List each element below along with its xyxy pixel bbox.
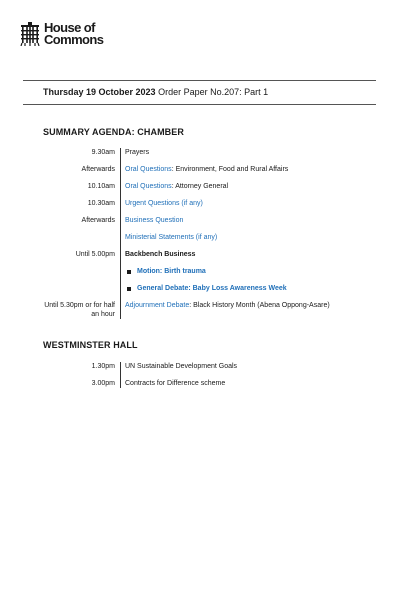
agenda-item bbox=[120, 208, 363, 225]
agenda-item-text bbox=[137, 267, 206, 276]
agenda-row bbox=[43, 157, 363, 174]
agenda-item bbox=[120, 276, 363, 293]
agenda-item-text bbox=[125, 200, 203, 207]
agenda-time: 3.00pm bbox=[91, 380, 115, 387]
agenda-text: : Black History Month (Abena Oppong-Asare) bbox=[189, 302, 330, 309]
agenda-link[interactable]: General Debate: Baby Loss Awareness Week bbox=[137, 285, 287, 292]
order-paper-label: Order Paper No.207: Part 1 bbox=[158, 87, 269, 97]
agenda-item bbox=[120, 191, 363, 208]
agenda-item-text bbox=[125, 166, 288, 173]
agenda-item bbox=[120, 293, 363, 319]
agenda-row bbox=[43, 362, 363, 371]
logo-line-1: House of bbox=[44, 20, 95, 35]
agenda-time: 10.10am bbox=[87, 183, 115, 190]
agenda-link[interactable]: Ministerial Statements (if any) bbox=[125, 234, 218, 241]
chamber-heading: SUMMARY AGENDA: CHAMBER bbox=[43, 127, 184, 137]
agenda-row bbox=[43, 293, 363, 319]
agenda-item-text bbox=[125, 183, 228, 190]
agenda-link[interactable]: Adjournment Debate bbox=[125, 302, 190, 309]
agenda-link[interactable]: Oral Questions bbox=[125, 183, 172, 190]
logo-wordmark bbox=[44, 22, 103, 46]
agenda-link[interactable]: Urgent Questions (if any) bbox=[125, 200, 203, 207]
agenda-row bbox=[43, 225, 363, 242]
agenda-time: Until 5.30pm or for half an hour bbox=[44, 302, 115, 318]
agenda-item-text bbox=[125, 217, 183, 224]
chamber-agenda bbox=[43, 148, 363, 319]
agenda-link[interactable]: Business Question bbox=[125, 217, 184, 224]
agenda-item bbox=[120, 242, 363, 259]
agenda-time: 1.30pm bbox=[91, 363, 115, 370]
agenda-item-text bbox=[125, 234, 217, 241]
agenda-item-text bbox=[137, 284, 287, 293]
agenda-time: 10.30am bbox=[87, 200, 115, 207]
agenda-item bbox=[120, 174, 363, 191]
logo-line-2: Commons bbox=[44, 32, 104, 47]
agenda-row bbox=[43, 242, 363, 259]
agenda-row bbox=[43, 208, 363, 225]
order-paper-date: Thursday 19 October 2023 bbox=[43, 87, 156, 97]
agenda-row bbox=[43, 148, 363, 157]
agenda-time: 9.30am bbox=[91, 149, 115, 156]
agenda-row bbox=[43, 276, 363, 293]
agenda-item bbox=[120, 225, 363, 242]
portcullis-icon bbox=[20, 22, 40, 46]
agenda-row bbox=[43, 174, 363, 191]
agenda-row bbox=[43, 259, 363, 276]
agenda-time: Afterwards bbox=[81, 217, 115, 224]
agenda-row bbox=[43, 191, 363, 208]
agenda-time bbox=[43, 225, 120, 242]
agenda-text: Prayers bbox=[125, 149, 150, 156]
agenda-time: Afterwards bbox=[81, 166, 115, 173]
agenda-item bbox=[120, 148, 363, 157]
bullet-icon bbox=[127, 270, 131, 274]
bottom-divider bbox=[23, 104, 376, 105]
bullet-icon bbox=[127, 287, 131, 291]
agenda-text: UN Sustainable Development Goals bbox=[125, 363, 238, 370]
order-paper-title bbox=[43, 87, 268, 97]
house-of-commons-logo bbox=[20, 22, 103, 46]
agenda-text: Backbench Business bbox=[125, 251, 196, 258]
agenda-link[interactable]: Oral Questions bbox=[125, 166, 172, 173]
agenda-item-text bbox=[125, 251, 195, 258]
top-divider bbox=[23, 80, 376, 81]
agenda-item-text bbox=[125, 363, 237, 370]
agenda-text: : Environment, Food and Rural Affairs bbox=[171, 166, 289, 173]
agenda-item-text bbox=[125, 380, 225, 387]
agenda-item-text bbox=[125, 302, 330, 309]
agenda-time: Until 5.00pm bbox=[75, 251, 115, 258]
agenda-text: Contracts for Difference scheme bbox=[125, 380, 226, 387]
agenda-item bbox=[120, 362, 363, 371]
agenda-time bbox=[43, 276, 120, 293]
agenda-time bbox=[43, 259, 120, 276]
agenda-item bbox=[120, 259, 363, 276]
westminster-hall-heading: WESTMINSTER HALL bbox=[43, 340, 138, 350]
agenda-text: : Attorney General bbox=[171, 183, 229, 190]
agenda-item-text bbox=[125, 149, 149, 156]
agenda-item bbox=[120, 157, 363, 174]
agenda-row bbox=[43, 371, 363, 388]
westminster-hall-agenda bbox=[43, 362, 363, 388]
agenda-item bbox=[120, 371, 363, 388]
agenda-link[interactable]: Motion: Birth trauma bbox=[137, 268, 206, 275]
